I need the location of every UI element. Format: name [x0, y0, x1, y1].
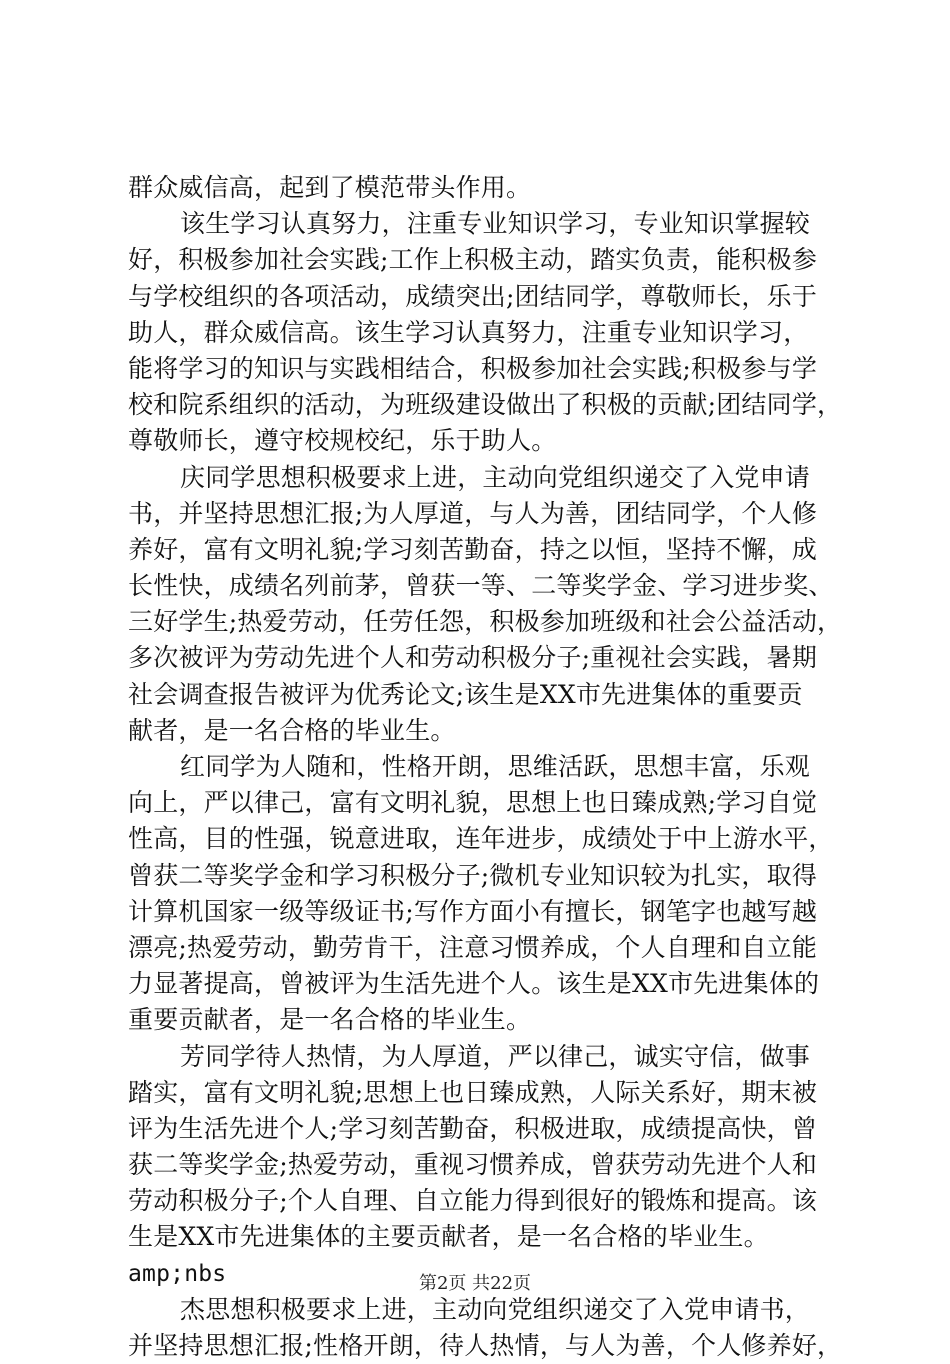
text-line: 书，并坚持思想汇报;为人厚道，与人为善，团结同学，个人修 — [128, 498, 818, 528]
text-line: 漂亮;热爱劳动，勤劳肯干，注意习惯养成，个人自理和自立能 — [128, 932, 818, 962]
text-line: 并坚持思想汇报;性格开朗，待人热情，与人为善，个人修养好， — [128, 1331, 843, 1360]
text-line: 好，积极参加社会实践;工作上积极主动，踏实负责，能积极参 — [128, 245, 818, 275]
text-line: 向上，严以律己，富有文明礼貌，思想上也日臻成熟;学习自觉 — [128, 788, 818, 818]
text-line: 三好学生;热爱劳动，任劳任怨，积极参加班级和社会公益活动， — [128, 607, 843, 637]
text-line: 踏实，富有文明礼貌;思想上也日臻成熟，人际关系好，期末被 — [128, 1077, 818, 1107]
text-line: 多次被评为劳动先进个人和劳动积极分子;重视社会实践，暑期 — [128, 643, 818, 673]
text-line: 获二等奖学金;热爱劳动，重视习惯养成，曾获劳动先进个人和 — [128, 1150, 818, 1180]
paragraph-first-line: 杰思想积极要求上进，主动向党组织递交了入党申请书， — [180, 1294, 811, 1324]
text-line: 生是XX市先进集体的主要贡献者，是一名合格的毕业生。 — [128, 1222, 769, 1252]
text-line: 献者，是一名合格的毕业生。 — [128, 715, 456, 745]
text-line: 与学校组织的各项活动，成绩突出;团结同学，尊敬师长，乐于 — [128, 281, 818, 311]
document-body — [128, 170, 843, 1364]
text-line: 社会调查报告被评为优秀论文;该生是XX市先进集体的重要贡 — [128, 679, 803, 709]
paragraph-first-line: 红同学为人随和，性格开朗，思维活跃，思想丰富，乐观 — [180, 752, 811, 781]
stray-entity-text: amp;nbs — [128, 1260, 227, 1287]
text-line: 校和院系组织的活动，为班级建设做出了积极的贡献;团结同学， — [128, 390, 843, 420]
text-line: 力显著提高，曾被评为生活先进个人。该生是XX市先进集体的 — [128, 969, 820, 999]
page-number-footer: 第2页 共22页 — [418, 1273, 532, 1294]
text-line: 评为生活先进个人;学习刻苦勤奋，积极进取，成绩提高快，曾 — [128, 1113, 818, 1143]
text-line: 群众威信高，起到了模范带头作用。 — [128, 173, 532, 202]
text-line: 重要贡献者，是一名合格的毕业生。 — [128, 1005, 532, 1035]
text-line: 助人，群众威信高。该生学习认真努力，注重专业知识学习， — [128, 317, 809, 347]
paragraph-first-line: 庆同学思想积极要求上进，主动向党组织递交了入党申请 — [180, 462, 811, 492]
text-line: 养好，富有文明礼貌;学习刻苦勤奋，持之以恒，坚持不懈，成 — [128, 534, 818, 564]
text-line: 性高，目的性强，锐意进取，连年进步，成绩处于中上游水平， — [128, 824, 834, 854]
text-line: 计算机国家一级等级证书;写作方面小有擅长，钢笔字也越写越 — [128, 896, 818, 926]
text-line: 长性快，成绩名列前茅，曾获一等、二等奖学金、学习进步奖、 — [128, 571, 834, 601]
text-line: 尊敬师长，遵守校规校纪，乐于助人。 — [128, 426, 557, 456]
text-line: 劳动积极分子;个人自理、自立能力得到很好的锻炼和提高。该 — [128, 1186, 818, 1216]
paragraph-first-line: 芳同学待人热情，为人厚道，严以律己，诚实守信，做事 — [180, 1041, 811, 1071]
text-line: 能将学习的知识与实践相结合，积极参加社会实践;积极参与学 — [128, 353, 818, 383]
paragraph-first-line: 该生学习认真努力，注重专业知识学习，专业知识掌握较 — [180, 209, 811, 239]
text-line: 曾获二等奖学金和学习积极分子;微机专业知识较为扎实，取得 — [128, 860, 818, 890]
